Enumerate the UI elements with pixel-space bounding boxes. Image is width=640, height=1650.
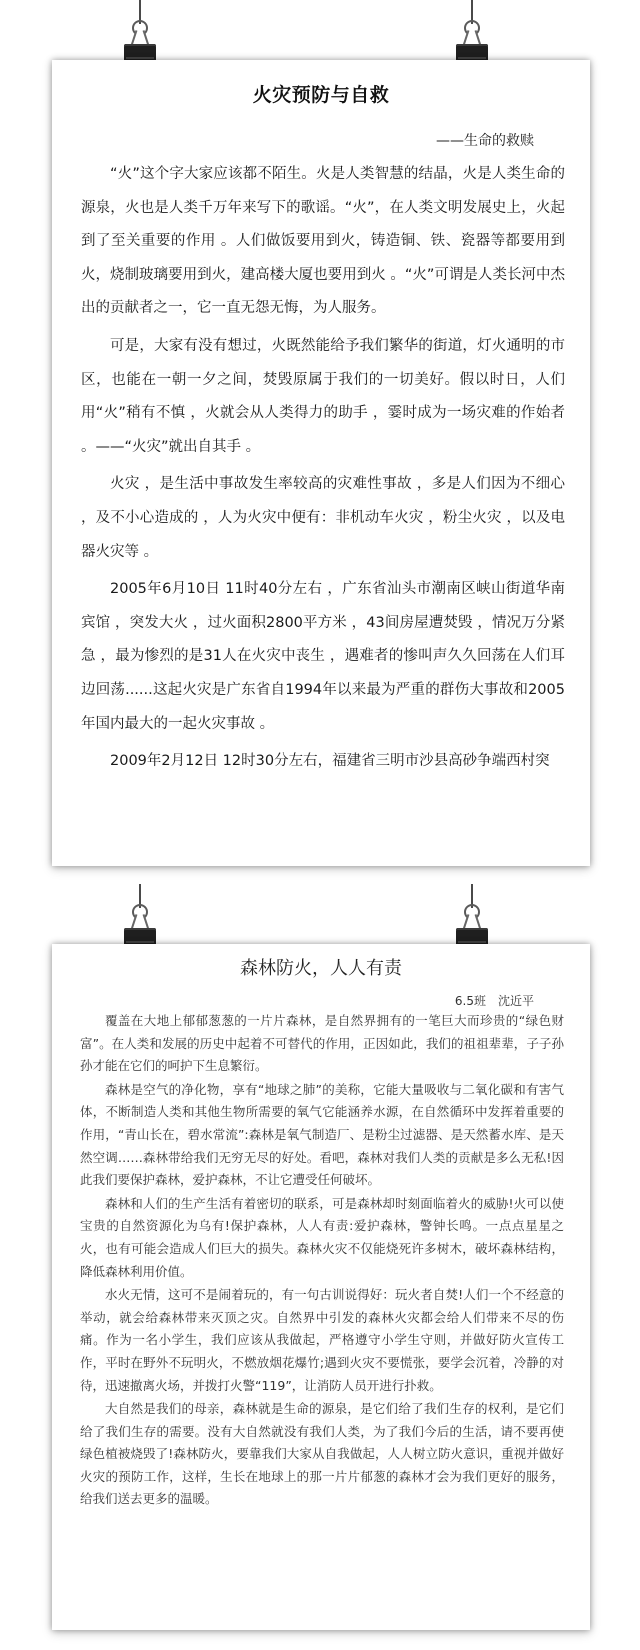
article-body <box>81 158 565 783</box>
paragraph: 水火无情，这可不是闹着玩的，有一句古训说得好：玩火者自焚!人们一个不经意的举动，就会给森林带来灭顶之灾。自然界中引发的森林火灾都会给人们带来不尽的伤痛。作为一名小学生，我们应该从我做起，严格遵守小学生守则，并做好防火宣传工作，平时在野外不玩明火，不燃放烟花爆竹;遇到火灾不要慌张，要学会沉着，冷静的对待，迅速撤离火场，并拨打火警“119”，让消防人员开进行扑救。 <box>80 1287 564 1393</box>
paragraph: 森林和人们的生产生活有着密切的联系，可是森林却时刻面临着火的威胁!火可以使宝贵的自然资源化为乌有!保护森林，人人有责:爱护森林，警钟长鸣。一点点星星之火，也有可能会造成人们巨大的损失。森林火灾不仅能烧死许多树木，破坏森林结构，降低森林利用价值。 <box>80 1195 564 1279</box>
article-title: 森林防火，人人有责 <box>240 958 402 979</box>
binder-clip-icon <box>120 884 160 948</box>
article-sheet-forest-fire <box>52 944 590 1630</box>
article-title: 火灾预防与自救 <box>252 84 390 106</box>
paragraph: 大自然是我们的母亲，森林就是生命的源泉，是它们给了我们生存的权利，是它们给了我们生存的需要。没有大自然就没有我们人类，为了我们今后的生活，请不要再使绿色植被烧毁了!森林防火，要靠我们大家从自我做起，人人树立防火意识，重视并做好火灾的预防工作，这样，生长在地球上的那一片片郁葱的森林才会为我们更好的服务，给我们送去更多的温暖。 <box>80 1401 564 1507</box>
article-sheet-fire-prevention <box>52 60 590 866</box>
article-subtitle: ——生命的救赎 <box>436 133 534 149</box>
binder-clip-icon <box>452 0 492 64</box>
paragraph: 森林是空气的净化物，享有“地球之肺”的美称，它能大量吸收与二氧化碳和有害气体，不断制造人类和其他生物所需要的氧气它能涵养水源，在自然循环中发挥着重要的作用，“青山长在，碧水常流”:森林是氧气制造厂、是粉尘过滤器、是天然蓄水库、是天然空调……森林带给我们无穷无尽的好处。看吧，森林对我们人类的贡献是多么无私!因此我们要保护森林，爱护森林，不让它遭受任何破坏。 <box>80 1081 564 1188</box>
article-body <box>80 1010 564 1512</box>
article-author: 6.5班 沈近平 <box>454 994 534 1008</box>
binder-clip-icon <box>452 884 492 948</box>
paragraph: 可是，大家有没有想过，火既然能给予我们繁华的街道，灯火通明的市区，也能在一朝一夕之间，焚毁原属于我们的一切美好。假以时日，人们用“火”稍有不慎 ，火就会从人类得力的助手 ，霎时成为一场灾难的作始者 。——“火灾”就出自其手 。 <box>81 337 565 455</box>
paragraph: “火”这个字大家应该都不陌生。火是人类智慧的结晶，火是人类生命的源泉，火也是人类千万年来写下的歌谣。“火”，在人类文明发展史上，火起到了至关重要的作用 。人们做饭要用到火，铸造铜、铁、瓷器等都要用到火，烧制玻璃要用到火，建高楼大厦也要用到火 。“火”可谓是人类长河中杰出的贡献者之一，它一直无怨无悔，为人服务。 <box>81 166 565 317</box>
paragraph: 火灾 ，是生活中事故发生率较高的灾难性事故 ，多是人们因为不细心 ，及不小心造成的 ，人为火灾中便有：非机动车火灾 ，粉尘火灾 ，以及电器火灾等 。 <box>81 476 565 560</box>
paragraph: 2009年2月12日 12时30分左右，福建省三明市沙县高砂争端西村突 <box>110 753 550 770</box>
paragraph: 2005年6月10日 11时40分左右 ，广东省汕头市潮南区峡山街道华南宾馆 ，突发大火 ，过火面积2800平方米 ，43间房屋遭焚毁 ，情况万分紧急 ，最为惨烈的是31人在火灾中丧生 ，遇难者的惨叫声久久回荡在人们耳边回荡......这起火灾是广东省自1994年以来最为严重的群伤大事故和2005年国内最大的一起火灾事故 。 <box>81 581 565 732</box>
binder-clip-icon <box>120 0 160 64</box>
paragraph: 覆盖在大地上郁郁葱葱的一片片森林，是自然界拥有的一笔巨大而珍贵的“绿色财富”。在人类和发展的历史中起着不可替代的作用，正因如此，我们的祖祖辈辈，子子孙孙才能在它们的呵护下生息繁衍。 <box>80 1013 564 1074</box>
